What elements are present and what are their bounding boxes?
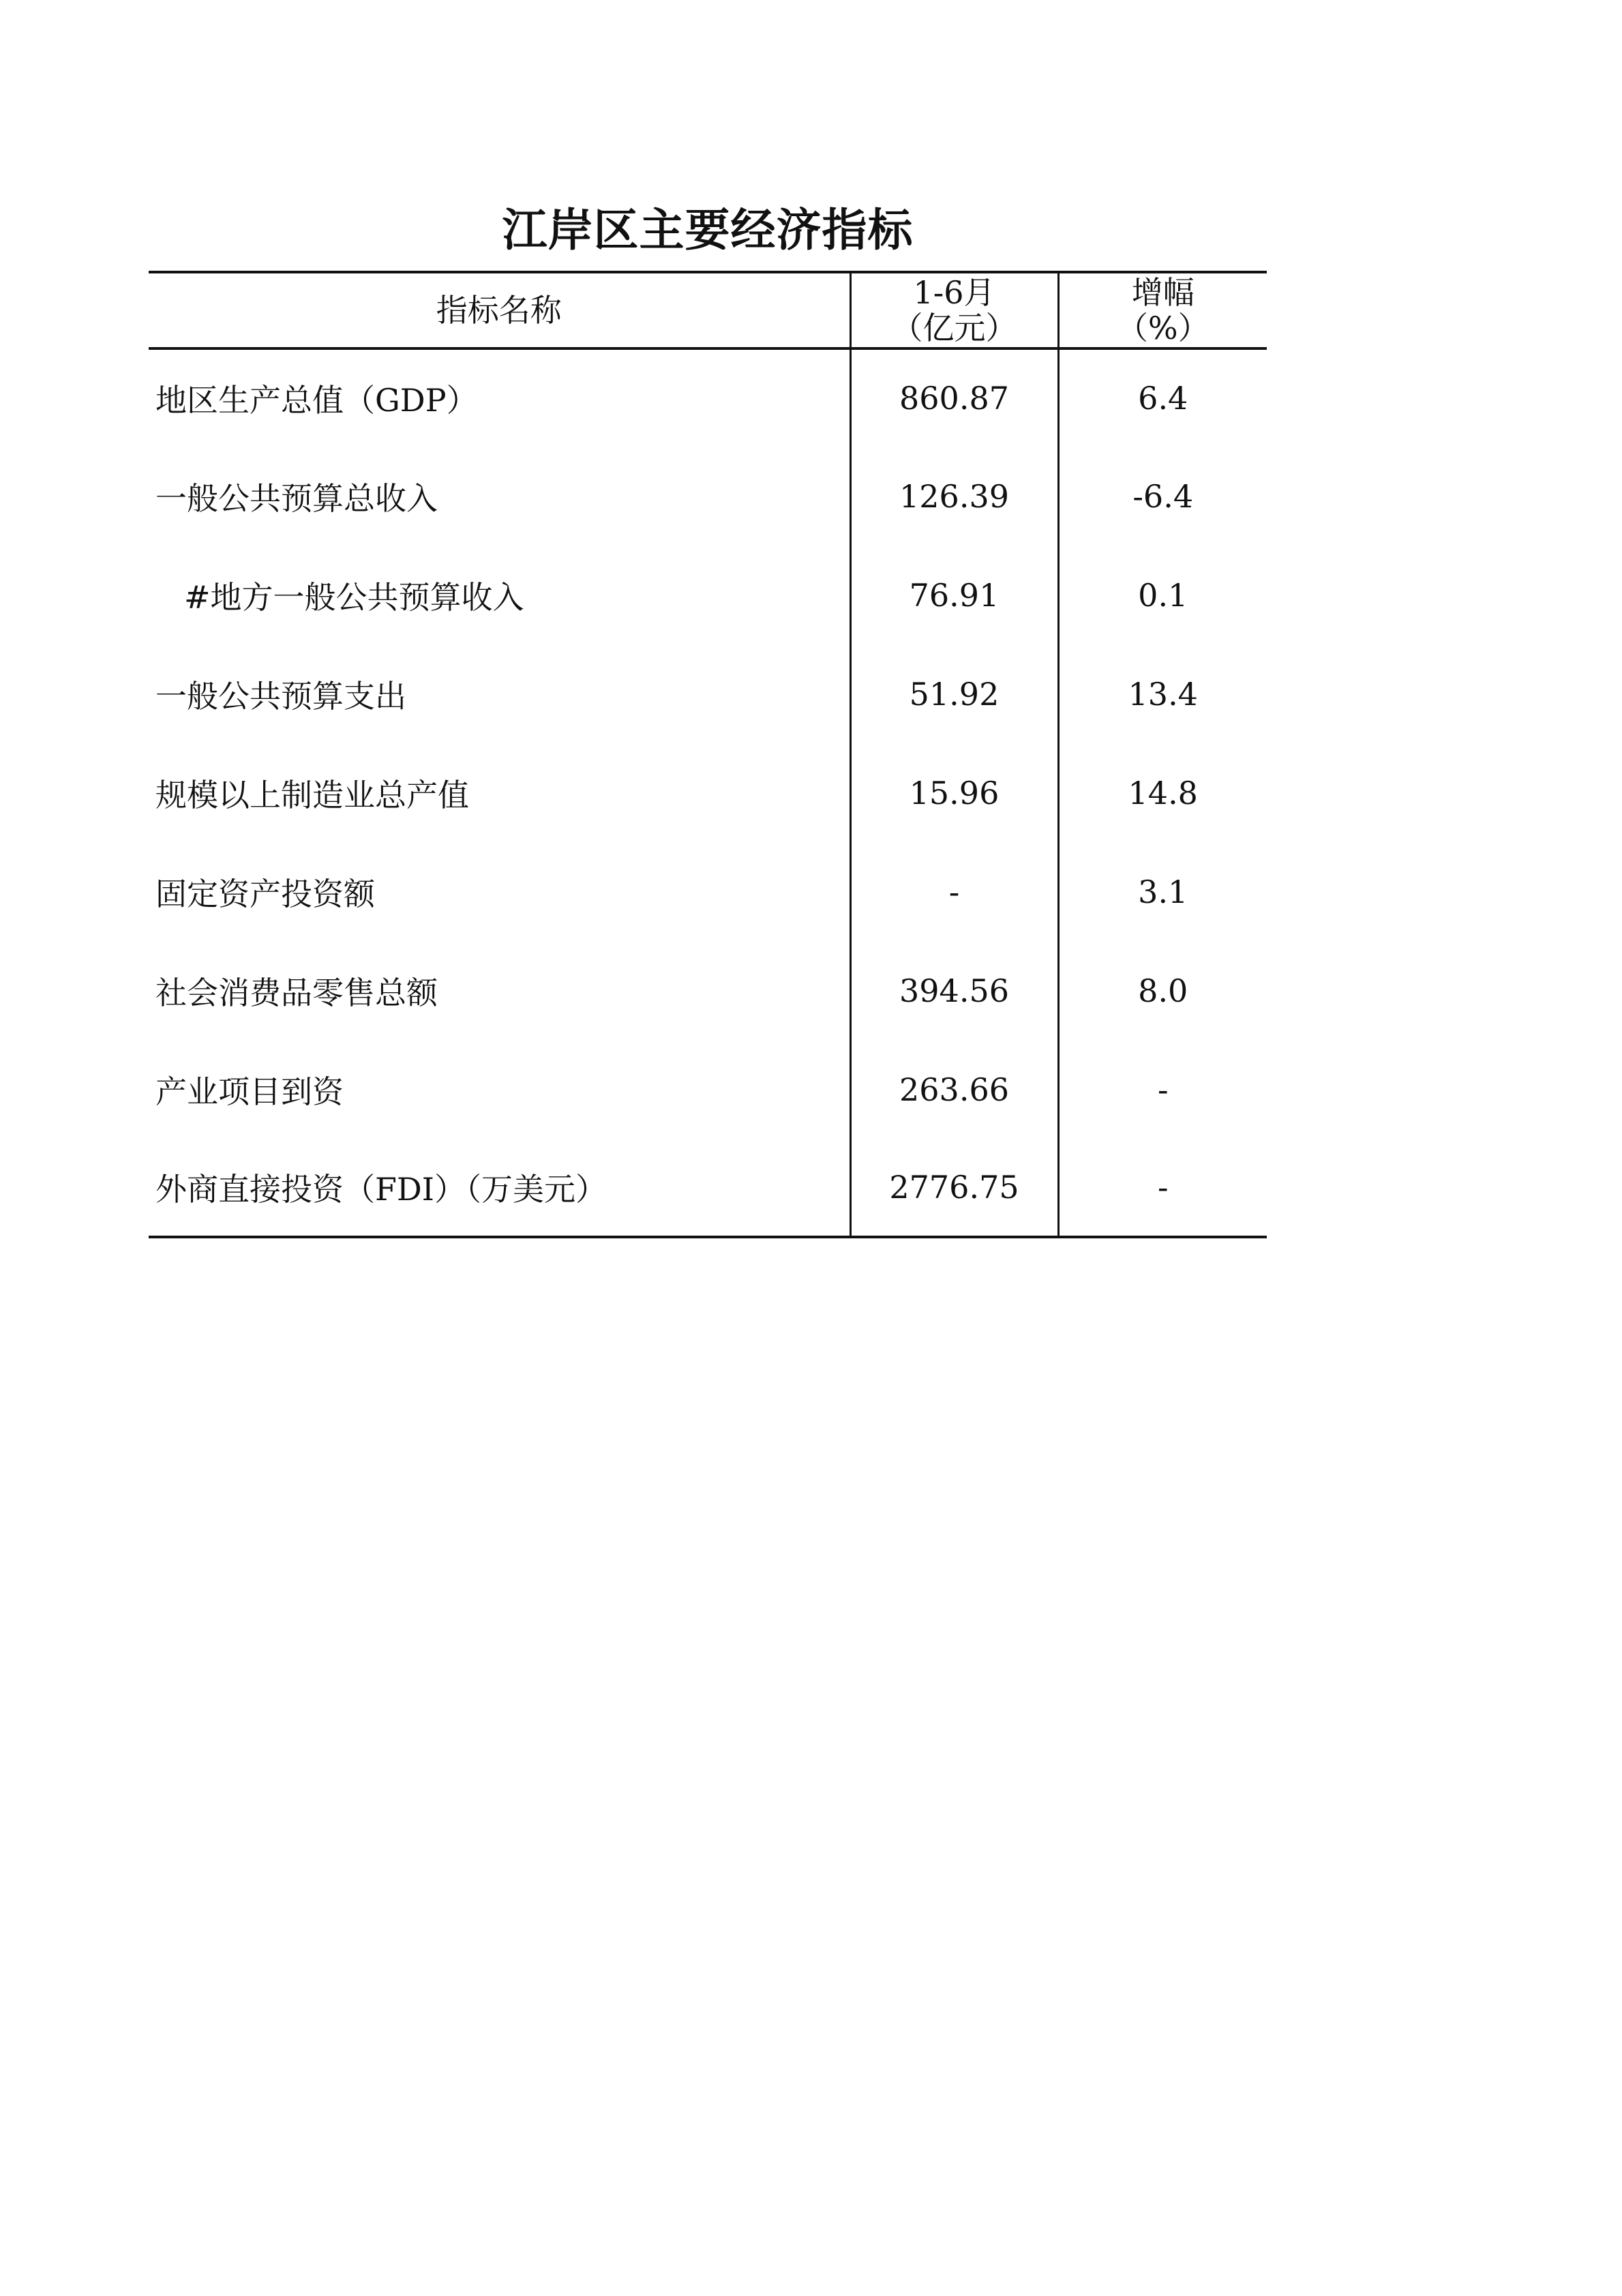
row-value: 76.91 [850, 546, 1058, 644]
header-value [850, 272, 1058, 348]
row-growth: 13.4 [1128, 675, 1198, 713]
header-growth-unit: （%） [1116, 310, 1210, 346]
header-indicator-name [149, 272, 850, 348]
row-growth: 6.4 [1138, 380, 1188, 417]
row-value: 51.92 [850, 644, 1058, 743]
table-row [149, 447, 1267, 546]
economic-indicators-table [149, 271, 1267, 1238]
table-row [149, 842, 1267, 941]
table-row [149, 546, 1267, 644]
header-growth-label: 增幅 [1131, 274, 1195, 311]
row-name: 产业项目到资 [155, 1073, 344, 1110]
row-name: 规模以上制造业总产值 [155, 776, 469, 814]
table-row [149, 644, 1267, 743]
table-row [149, 743, 1267, 842]
row-value: 126.39 [850, 447, 1058, 546]
table-row [149, 941, 1267, 1040]
table-header-row [149, 272, 1267, 348]
row-value: 263.66 [850, 1040, 1058, 1139]
header-indicator-name-label: 指标名称 [436, 292, 562, 329]
row-growth: 3.1 [1138, 873, 1188, 910]
row-growth: 14.8 [1128, 774, 1198, 811]
row-name: 外商直接投资（FDI）（万美元） [149, 1139, 850, 1237]
header-value-unit: （亿元） [891, 310, 1017, 346]
row-growth: 8.0 [1138, 972, 1188, 1009]
row-growth: -6.4 [1132, 477, 1194, 515]
row-value: 860.87 [850, 348, 1058, 447]
row-name: 固定资产投资额 [155, 875, 375, 912]
page-title: 江岸区主要经济指标 [502, 203, 914, 256]
row-name: 一般公共预算支出 [155, 677, 406, 715]
table-row [149, 1139, 1267, 1237]
row-value: - [850, 842, 1058, 941]
table-row [149, 348, 1267, 447]
row-value: 2776.75 [850, 1139, 1058, 1237]
row-growth: 0.1 [1138, 576, 1188, 614]
row-value: 15.96 [850, 743, 1058, 842]
row-name: 社会消费品零售总额 [155, 974, 438, 1011]
row-value: 394.56 [850, 941, 1058, 1040]
table-row [149, 1040, 1267, 1139]
row-name: 地区生产总值（GDP） [155, 382, 478, 419]
row-name: 一般公共预算总收入 [155, 479, 438, 517]
row-growth: - [1157, 1071, 1169, 1108]
header-growth [1058, 272, 1267, 348]
row-growth: - [1058, 1139, 1267, 1237]
header-value-period: 1-6月 [913, 274, 995, 311]
row-name: #地方一般公共预算收入 [184, 578, 524, 616]
